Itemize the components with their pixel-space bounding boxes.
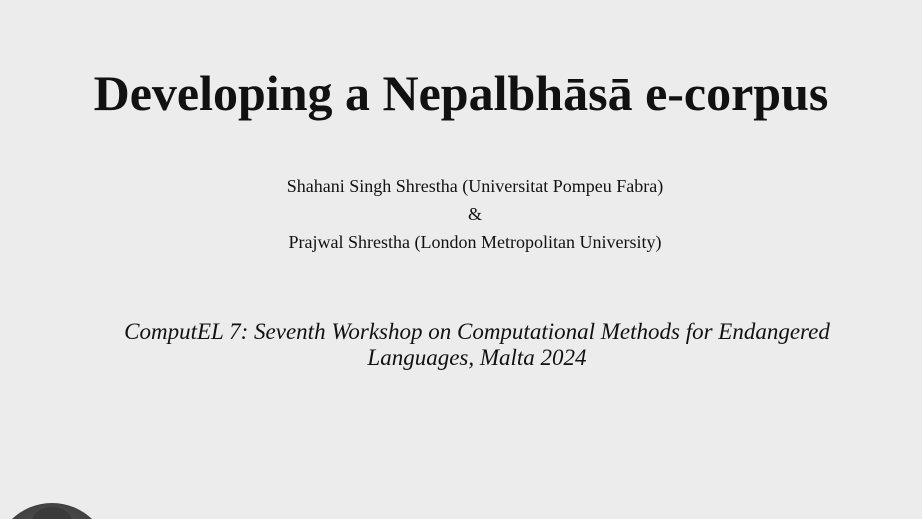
author-separator: & — [467, 204, 482, 224]
author-second: Prajwal Shrestha (London Metropolitan University) — [288, 232, 662, 252]
presenter-video-avatar[interactable] — [0, 503, 110, 519]
presenter-head-shape — [32, 507, 72, 519]
workshop-info — [0, 319, 922, 371]
workshop-line-2: Languages, Malta 2024 — [367, 345, 587, 370]
slide-title: Developing a Nepalbhāsā e-corpus — [93, 65, 829, 121]
workshop-line-1: ComputEL 7: Seventh Workshop on Computational Methods for Endangered — [124, 319, 830, 344]
author-first: Shahani Singh Shrestha (Universitat Pompeu Fabra) — [286, 176, 664, 196]
author-list — [0, 172, 922, 256]
